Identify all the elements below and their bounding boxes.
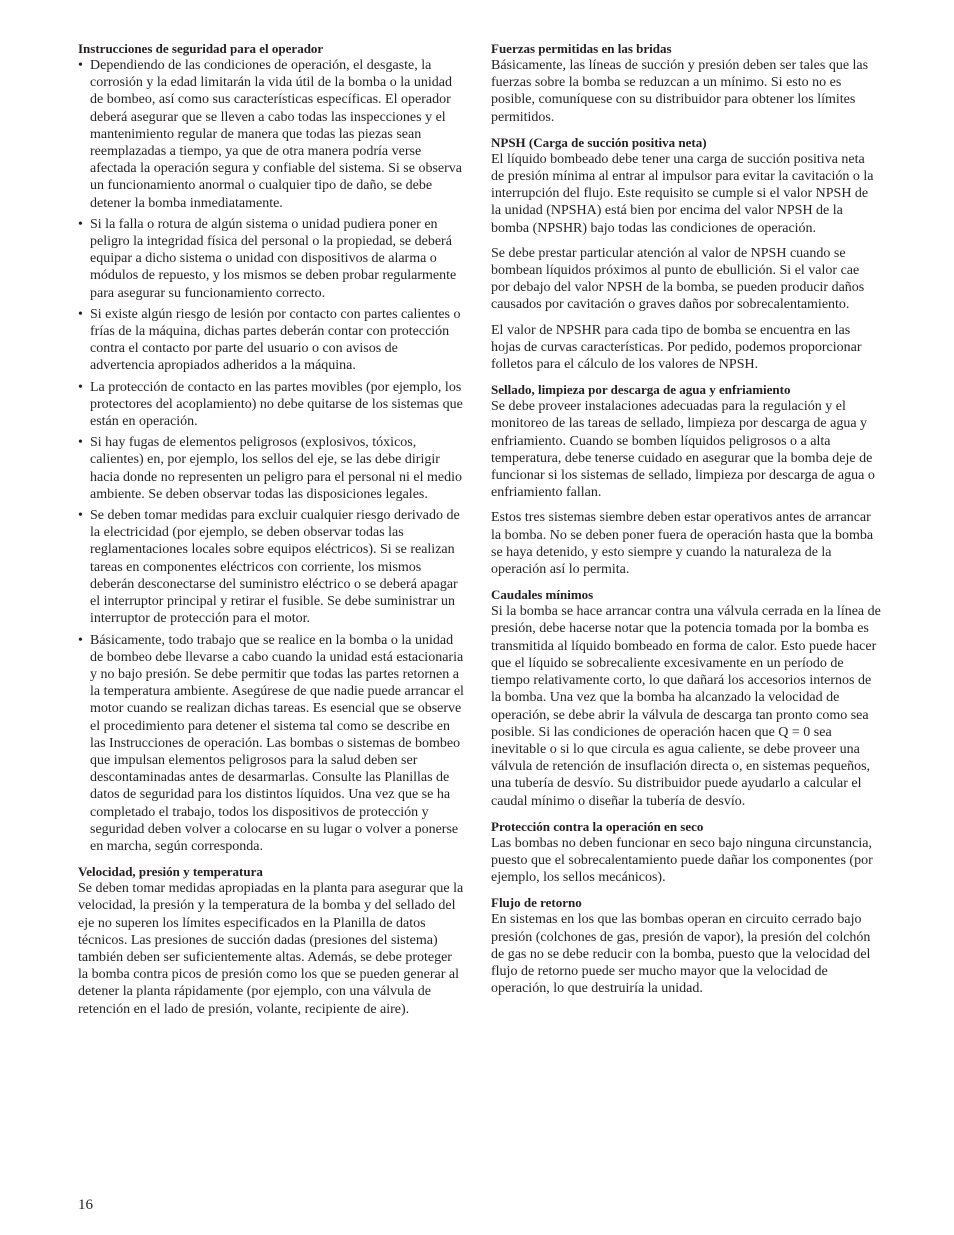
minimum-flow-heading: Caudales mínimos [491,587,594,603]
sealing-heading: Sellado, limpieza por descarga de agua y enfriamiento [491,382,791,398]
sealing-section [491,381,881,578]
dry-run-protection-section [491,818,881,887]
sealing-paragraph-2: Estos tres sistemas siembre deben estar operativos antes de arrancar la bomba. No se deben poner fuera de operación hasta que la bomba se haya detenido, y esto siempre y cuando la naturaleza de la operación así lo permita. [491,510,874,578]
sealing-paragraph-1: Se debe proveer instalaciones adecuadas para la regulación y el monitoreo de las tareas de sellado, limpieza por descarga de agua y enfriamiento. Cuando se bomben líquidos peligrosos o a alta temperatura, debe tenerse cuidado en asegurar que la bomba deje de funcionar si los sistemas de sellado, limpieza por descarga de agua o enfriamiento fallan. [491,399,875,501]
speed-pressure-temperature-section [78,863,464,1018]
safety-bullet-list [78,57,464,855]
flange-forces-text: Básicamente, las líneas de succión y presión deben ser tales que las fuerzas sobre la bomba se reduzcan a un mínimo. Si esto no es posible, comuníquese con su distribuidor para obtener los límites permitidos. [491,58,869,125]
dry-run-protection-heading: Protección contra la operación en seco [491,818,704,834]
safety-instructions-heading: Instrucciones de seguridad para el operador [78,41,324,56]
speed-pressure-temperature-heading: Velocidad, presión y temperatura [78,864,263,880]
minimum-flow-text: Si la bomba se hace arrancar contra una válvula cerrada en la línea de presión, debe hacerse notar que la potencia tomada por la bomba es transmitida al líquido bombeado en forma de calor. Esto puede hacer que el líquido se sobrecaliente excesivamente en un período de tiempo relativamente corto, lo que dañará los accesorios internos de la bomba. Una vez que la bomba ha alcanzado la velocidad de operación, se debe abrir la válvula de descarga tan pronto como sea posible. Si las condiciones de operación hacen que Q = 0 sea inevitable o si lo que circula es agua caliente, se debe proveer una válvula de retención de insuflación directa o, en sistemas pequeños, una tubería de desvío. Su distribuidor puede ayudarlo a calcular el caudal mínimo o diseñar la tubería de desvío. [491,604,881,809]
npsh-heading: NPSH (Carga de succión positiva neta) [491,134,707,150]
npsh-paragraph-1: El líquido bombeado debe tener una carga de succión positiva neta de presión mínima al entrar al impulsor para evitar la cavitación o la interrupción del flujo. Este requisito se cumple si el valor NPSH de la unidad (NPSHA) está bien por encima del valor NPSH de la bomba (NPSHR) bajo todas las condiciones de operación. [491,151,874,236]
safety-bullet-item: • Básicamente, todo trabajo que se realice en la bomba o la unidad de bombeo debe llevarse a cabo cuando la unidad está estacionaria y no bajo presión. Se debe permitir que todas las partes retornen a la temperatura ambiente. Asegúrese de que nadie puede arrancar el motor cuando se realizan dichas tareas. Es esencial que se observe el procedimiento para detener el sistema tal como se describe en las Instrucciones de operación. Las bombas o sistemas de bombeo que impulsan elementos peligrosos para la salud deben ser descontaminadas antes de desarmarlas. Consulte las Planillas de datos de seguridad para los distintos líquidos. Una vez que se ha completado el trabajo, todos los dispositivos de protección y seguridad deben volver a colocarse en su lugar o volver a ponerse en marcha, según corresponda. [78,632,464,856]
safety-bullet-item: • Dependiendo de las condiciones de operación, el desgaste, la corrosión y la edad limitarán la vida útil de la bomba o la unidad de bombeo, así como sus características específicas. El operador deberá asegurar que se lleven a cabo todas las inspecciones y el mantenimiento regular de manera que todas las piezas sean reemplazadas a tiempo, ya que de otra manera podría verse afectada la operación segura y confiable del sistema. Si se observa un funcionamiento anormal o cualquier tipo de daño, se debe detener la bomba inmediatamente. [78,57,464,212]
safety-bullet-item: • Si existe algún riesgo de lesión por contacto con partes calientes o frías de la máquina, dichas partes deberán contar con protección contra el contacto por parte del usuario o con avisos de advertencia apropiados adheridos a la máquina. [78,306,464,375]
return-flow-heading: Flujo de retorno [491,895,582,911]
dry-run-protection-text: Las bombas no deben funcionar en seco bajo ninguna circunstancia, puesto que el sobrecalentamiento puede dañar los componentes (por ejemplo, los sellos mecánicos). [491,835,873,886]
flange-forces-heading: Fuerzas permitidas en las bridas [491,41,672,56]
return-flow-text: En sistemas en los que las bombas operan en circuito cerrado bajo presión (colchones de gas, presión de vapor), la presión del colchón de gas no se debe reducir con la bomba, puesto que la velocidad del flujo de retorno puede ser mucho mayor que la velocidad de operación, lo que destruiría la unidad. [491,912,871,997]
npsh-paragraph-3: El valor de NPSHR para cada tipo de bomba se encuentra en las hojas de curvas características. Por pedido, podemos proporcionar folletos para el cálculo de los valores de NPSH. [491,322,862,373]
speed-pressure-temperature-text: Se deben tomar medidas apropiadas en la planta para asegurar que la velocidad, la presión y la temperatura de la bomba y del sellado del eje no superen los límites especificados en la Planilla de datos técnicos. Las presiones de succión dadas (presiones del sistema) también deben ser suficientemente altas. Además, se debe proteger la bomba contra picos de presión como los que se pueden generar al detener la planta rápidamente (por ejemplo, con una válvula de retención en el lado de presión, volante, recipiente de aire). [78,881,464,1017]
flange-forces-section [491,40,881,126]
return-flow-section [491,894,881,997]
safety-bullet-item: • Si la falla o rotura de algún sistema o unidad pudiera poner en peligro la integridad física del personal o la propiedad, se deberá equipar a dicho sistema o unidad con dispositivos de alarma o módulos de repuesto, y los mismos se deben probar regularmente para asegurar su funcionamiento correcto. [78,216,464,302]
safety-instructions-section [78,40,464,855]
left-column [78,40,464,1018]
minimum-flow-section [491,586,881,809]
safety-bullet-item: • Si hay fugas de elementos peligrosos (explosivos, tóxicos, calientes) en, por ejemplo, los sellos del eje, se las debe dirigir hacia donde no representen un peligro para el personal ni el medio ambiente. Se deben observar todas las disposiciones legales. [78,434,464,503]
npsh-section [491,134,881,373]
safety-bullet-item: • La protección de contacto en las partes movibles (por ejemplo, los protectores del acoplamiento) no debe quitarse de los sistemas que están en operación. [78,379,464,431]
safety-bullet-item: • Se deben tomar medidas para excluir cualquier riesgo derivado de la electricidad (por ejemplo, se deben observar todas las reglamentaciones locales sobre equipos eléctricos). Si se realizan tareas en componentes eléctricos con corriente, los mismos deberán desconectarse del suministro eléctrico o se deberá apagar el interruptor principal y retirar el fusible. Se debe suministrar un interruptor de protección para el motor. [78,507,464,627]
page-number: 16 [78,1197,93,1213]
right-column [491,40,881,997]
npsh-paragraph-2: Se debe prestar particular atención al valor de NPSH cuando se bombean líquidos próximos al punto de ebullición. Si el valor cae por debajo del valor NPSH de la bomba, se pueden producir daños causados por cavitación o graves daños por sobrecalentamiento. [491,245,865,313]
